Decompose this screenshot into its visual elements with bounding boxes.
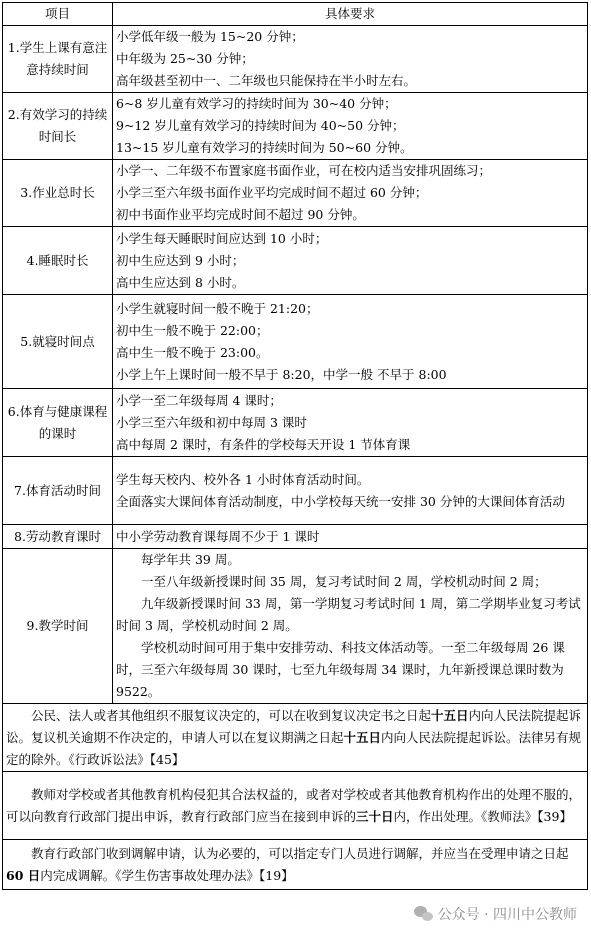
requirement-line: 初中生应达到 9 小时； <box>116 252 245 268</box>
requirement-line: 初中生一般不晚于 22:00； <box>116 322 269 338</box>
requirement-line: 全面落实大课间体育活动制度，中小学校每天统一安排 30 分钟的大课间体育活动 <box>116 493 565 509</box>
requirement-line: 每学年共 39 周。 <box>141 552 240 567</box>
table-header-row <box>3 3 588 26</box>
note-emphasis: 十五日 <box>343 729 382 745</box>
table-row <box>3 295 588 389</box>
requirement-line: 小学三至六年级和初中每周 3 课时 <box>116 414 307 430</box>
requirement-line: 中小学劳动教育课每周不少于 1 课时 <box>116 528 320 544</box>
row-requirements <box>113 26 588 93</box>
row-requirements <box>113 389 588 457</box>
requirement-line: 初中书面作业平均完成时间不超过 90 分钟。 <box>116 207 365 222</box>
table-row <box>3 389 588 457</box>
row-requirements <box>113 93 588 160</box>
row-item: 8.劳动教育课时 <box>3 525 113 549</box>
requirement-line: 6~8 岁儿童有效学习的持续时间为 30~40 分钟； <box>116 96 397 111</box>
note-emphasis: 十五日 <box>431 707 469 723</box>
header-requirements: 具体要求 <box>113 3 588 26</box>
note-text: 内向人民法院提起诉讼。复议机关逾期不作决定的，申请人可以在复议期满之日起 <box>6 707 582 745</box>
row-item: 5.就寝时间点 <box>3 295 113 389</box>
row-item: 6.体育与健康课程的课时 <box>3 389 113 457</box>
requirement-line: 中年级为 25~30 分钟； <box>116 51 254 66</box>
row-requirements <box>113 295 588 389</box>
note-emphasis: 三十日 <box>356 808 394 824</box>
row-item: 7.体育活动时间 <box>3 457 113 525</box>
legal-note <box>3 704 588 772</box>
requirement-line: 小学一、二年级不布置家庭书面作业，可在校内适当安排巩固练习； <box>116 163 492 178</box>
row-requirements <box>113 549 588 704</box>
requirement-line: 高中生一般不晚于 23:00。 <box>116 344 269 360</box>
note-row <box>3 772 588 840</box>
requirement-line: 高中生应达到 8 小时。 <box>116 274 245 290</box>
requirement-line: 小学低年级一般为 15~20 分钟； <box>116 29 304 44</box>
row-item: 2.有效学习的持续时间长 <box>3 93 113 160</box>
requirement-line: 9~12 岁儿童有效学习的持续时间为 40~50 分钟； <box>116 118 405 133</box>
legal-note <box>3 772 588 840</box>
row-item: 1.学生上课有意注意持续时间 <box>3 26 113 93</box>
requirements-table <box>2 2 588 890</box>
requirement-line: 一至八年级新授课时间 35 周，复习考试时间 2 周，学校机动时间 2 周； <box>141 574 547 589</box>
watermark-text: 公众号 · 四川中公教师 <box>437 907 577 923</box>
note-text: 教育行政部门收到调解申请，认为必要的，可以指定专门人员进行调解，并应当在受理申请之日起 <box>31 845 569 861</box>
requirement-line: 小学生就寝时间一般不晚于 21:20； <box>116 300 319 316</box>
watermark <box>414 904 577 924</box>
note-text: 内向人民法院提起诉讼。法律另有规定的除外。《行政诉讼法》【45】 <box>6 729 582 767</box>
legal-note <box>3 840 588 890</box>
requirement-line: 小学上午上课时间一般不早于 8:20，中学一般 不早于 8:00 <box>116 366 447 382</box>
row-requirements <box>113 457 588 525</box>
table-row <box>3 457 588 525</box>
requirement-line: 九年级新授课时间 33 周，第一学期复习考试时间 1 周，第二学期毕业复习考试时间 3 周，学校机动时间 2 周。 <box>116 596 581 633</box>
row-requirements <box>113 160 588 227</box>
requirement-line: 小学一至二年级每周 4 课时； <box>116 392 282 408</box>
header-item: 项目 <box>3 3 113 26</box>
row-item: 3.作业总时长 <box>3 160 113 227</box>
requirement-line: 学校机动时间可用于集中安排劳动、科技文体活动等。一至二年级每周 26 课时，三至六年级每周 30 课时，七至九年级每周 34 课时，九年新授课总课时数为 9522。 <box>116 640 565 699</box>
note-row <box>3 704 588 772</box>
requirement-line: 高中每周 2 课时，有条件的学校每天开设 1 节体育课 <box>116 436 411 452</box>
note-text: 教师对学校或者其他教育机构侵犯其合法权益的，或者对学校或者其他教育机构作出的处理不服的，可以向教育行政部门提出申诉，教育行政部门应当在接到申诉的 <box>6 786 582 824</box>
requirement-line: 学生每天校内、校外各 1 小时体育活动时间。 <box>116 471 370 487</box>
table-row <box>3 525 588 549</box>
requirement-line: 小学三至六年级书面作业平均完成时间不超过 60 分钟； <box>116 185 428 200</box>
requirement-line: 高年级甚至初中一、二年级也只能保持在半小时左右。 <box>116 73 417 88</box>
table-row <box>3 227 588 295</box>
note-text: 内完成调解。《学生伤害事故处理办法》【19】 <box>40 867 294 883</box>
row-requirements <box>113 525 588 549</box>
requirement-line: 13~15 岁儿童有效学习的持续时间为 50~60 分钟。 <box>116 140 413 155</box>
table-row <box>3 549 588 704</box>
table-row <box>3 160 588 227</box>
row-item: 9.教学时间 <box>3 549 113 704</box>
note-text: 内，作出处理。《教师法》【39】 <box>393 808 572 824</box>
note-text: 公民、法人或者其他组织不服复议决定的，可以在收到复议决定书之日起 <box>31 707 432 723</box>
wechat-icon <box>414 906 434 922</box>
table-row <box>3 93 588 160</box>
note-emphasis: 60 日 <box>6 867 41 883</box>
requirement-line: 小学生每天睡眠时间应达到 10 小时； <box>116 230 328 246</box>
note-row <box>3 840 588 890</box>
table-row <box>3 26 588 93</box>
row-item: 4.睡眠时长 <box>3 227 113 295</box>
row-requirements <box>113 227 588 295</box>
